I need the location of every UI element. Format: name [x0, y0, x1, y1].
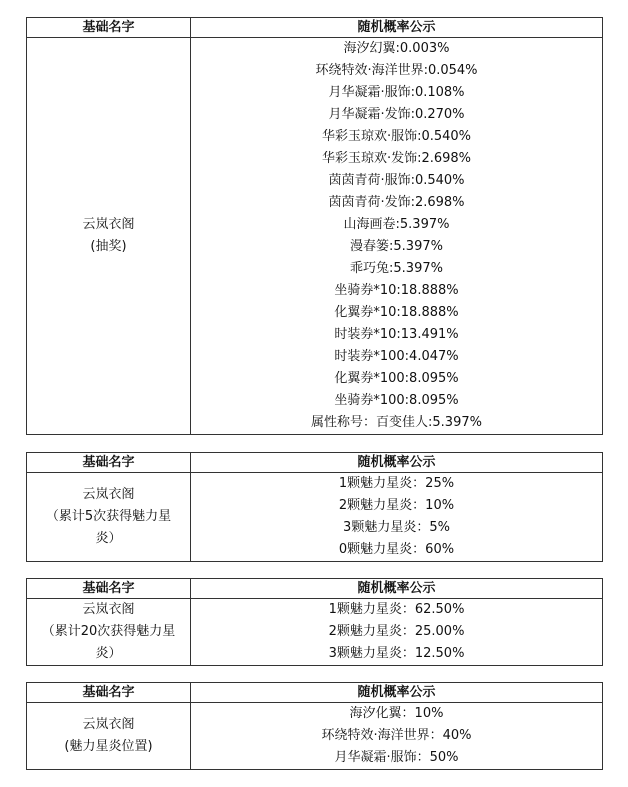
probability-list-cell	[191, 703, 603, 770]
table-header-row	[27, 683, 603, 703]
table-header-row	[27, 579, 603, 599]
table-row	[27, 599, 603, 666]
header-probability-column: 随机概率公示	[191, 683, 603, 703]
item-name-cell	[27, 703, 191, 770]
table-row	[27, 703, 603, 770]
probability-item: 化翼券*10:18.888%	[334, 305, 459, 320]
probability-item: 时装券*10:13.491%	[334, 327, 459, 342]
item-name-line: 云岚衣阁	[82, 717, 135, 732]
probability-item: 2颗魅力星炎：25.00%	[328, 624, 465, 639]
probability-item: 月华凝霜·服饰：50%	[334, 750, 459, 765]
probability-list-cell	[191, 599, 603, 666]
table-row	[27, 38, 603, 435]
header-name-column: 基础名字	[27, 579, 191, 599]
header-name-column: 基础名字	[27, 453, 191, 473]
probability-item: 月华凝霜·发饰:0.270%	[328, 107, 465, 122]
probability-table-lottery	[26, 17, 603, 435]
probability-item: 3颗魅力星炎：5%	[343, 520, 450, 535]
table-header-row	[27, 453, 603, 473]
probability-item: 茵茵青荷·发饰:2.698%	[328, 195, 465, 210]
probability-item: 环绕特效·海洋世界:0.054%	[315, 63, 478, 78]
item-name-cell	[27, 599, 191, 666]
probability-item: 2颗魅力星炎：10%	[338, 498, 455, 513]
item-name-line: 炎）	[95, 646, 122, 661]
table-row	[27, 473, 603, 562]
probability-list-cell	[191, 38, 603, 435]
header-probability-column: 随机概率公示	[191, 579, 603, 599]
header-probability-column: 随机概率公示	[191, 18, 603, 38]
probability-item: 坐骑券*100:8.095%	[334, 393, 459, 408]
probability-item: 属性称号：百变佳人:5.397%	[311, 415, 482, 430]
probability-item: 时装券*100:4.047%	[334, 349, 459, 364]
item-name-line: （累计20次获得魅力星	[41, 624, 176, 639]
probability-table-position	[26, 682, 603, 770]
item-name-cell	[27, 38, 191, 435]
probability-table-20-draws	[26, 578, 603, 666]
probability-item: 茵茵青荷·服饰:0.540%	[328, 173, 465, 188]
probability-item: 化翼券*100:8.095%	[334, 371, 459, 386]
probability-item: 1颗魅力星炎：62.50%	[328, 602, 465, 617]
item-name-line: 云岚衣阁	[82, 602, 135, 617]
probability-item: 华彩玉琼欢·发饰:2.698%	[321, 151, 472, 166]
header-probability-column: 随机概率公示	[191, 453, 603, 473]
probability-item: 坐骑券*10:18.888%	[334, 283, 459, 298]
probability-item: 环绕特效·海洋世界：40%	[321, 728, 472, 743]
item-name-line: 云岚衣阁	[82, 217, 135, 232]
probability-item: 华彩玉琼欢·服饰:0.540%	[321, 129, 472, 144]
item-name-line: 炎）	[95, 531, 122, 546]
header-name-column: 基础名字	[27, 683, 191, 703]
item-name-line: (魅力星炎位置)	[64, 739, 153, 754]
probability-item: 3颗魅力星炎：12.50%	[328, 646, 465, 661]
probability-item: 月华凝霜·服饰:0.108%	[328, 85, 465, 100]
probability-item: 1颗魅力星炎：25%	[338, 476, 455, 491]
item-name-cell	[27, 473, 191, 562]
table-header-row	[27, 18, 603, 38]
header-name-column: 基础名字	[27, 18, 191, 38]
probability-item: 漫春篓:5.397%	[350, 239, 443, 254]
item-name-line: 云岚衣阁	[82, 487, 135, 502]
probability-item: 海汐化翼：10%	[349, 706, 444, 721]
item-name-line: (抽奖)	[90, 239, 127, 254]
probability-item: 山海画卷:5.397%	[343, 217, 450, 232]
probability-table-5-draws	[26, 452, 603, 562]
probability-item: 0颗魅力星炎：60%	[338, 542, 455, 557]
probability-item: 海汐幻翼:0.003%	[343, 41, 450, 56]
item-name-line: （累计5次获得魅力星	[45, 509, 172, 524]
probability-item: 乖巧兔:5.397%	[350, 261, 443, 276]
probability-list-cell	[191, 473, 603, 562]
